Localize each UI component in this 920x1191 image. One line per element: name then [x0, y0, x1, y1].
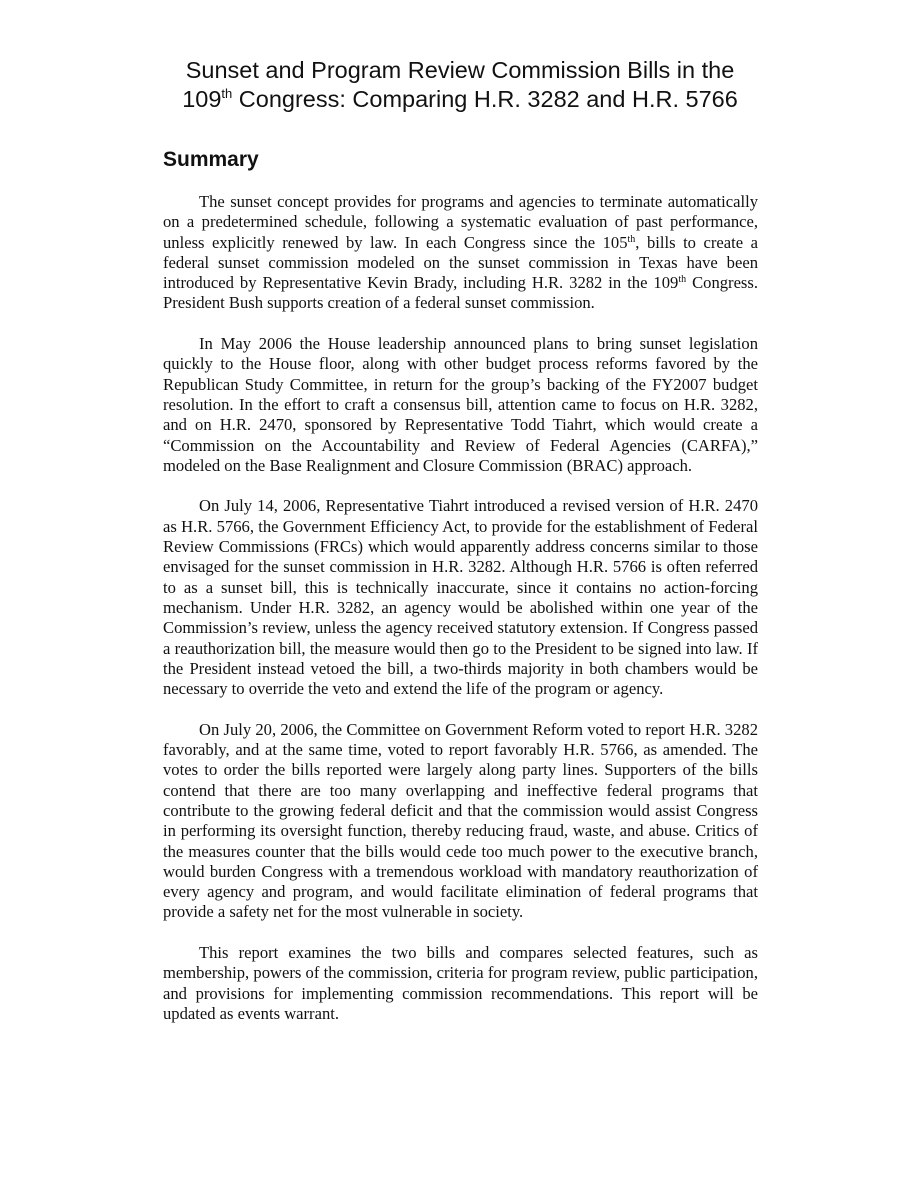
- paragraph-1-part-b: , bills to create a federal sunset commission modeled on the sunset commission in Texas have been introduced by Representative Kevin Brady, including H.R. 3282 in the 109: [163, 232, 758, 293]
- paragraph-5: This report examines the two bills and compares selected features, such as membership, powers of the commission, criteria for program review, public participation, and provisions for implementing commission recommendations. This report will be updated as events warrant.: [163, 942, 758, 1023]
- document-title: [140, 56, 780, 114]
- paragraph-1-part-c: Congress. President Bush supports creation of a federal sunset commission.: [163, 273, 758, 313]
- title-line-1: Sunset and Program Review Commission Bills in the: [185, 57, 735, 83]
- paragraph-1-superscript-2: th: [678, 274, 687, 286]
- paragraph-1-part-a: The sunset concept provides for programs and agencies to terminate automatically on a predetermined schedule, following a systematic evaluation of past performance, unless explicitly renewed by law. In each Congress since the 105: [163, 192, 758, 252]
- title-superscript: th: [221, 86, 233, 101]
- paragraph-2: In May 2006 the House leadership announced plans to bring sunset legislation quickly to the House floor, along with other budget process reforms favored by the Republican Study Committee, in return for the group’s backing of the FY2007 budget resolution. In the effort to craft a consensus bill, attention came to focus on H.R. 3282, and on H.R. 2470, sponsored by Representative Todd Tiahrt, which would create a “Commission on the Accountability and Review of Federal Agencies (CARFA),” modeled on the Base Realignment and Closure Commission (BRAC) approach.: [163, 334, 758, 475]
- paragraph-1-superscript-1: th: [627, 233, 636, 245]
- paragraph-4: On July 20, 2006, the Committee on Government Reform voted to report H.R. 3282 favorably, and at the same time, voted to report favorably H.R. 5766, as amended. The votes to order the bills reported were largely along party lines. Supporters of the bills contend that there are too many overlapping and ineffective federal programs that contribute to the growing federal deficit and that the commission would assist Congress in performing its oversight function, thereby reducing fraud, waste, and abuse. Critics of the measures counter that the bills would cede too much power to the executive branch, would burden Congress with a tremendous workload with mandatory reauthorization of every agency and program, and would facilitate elimination of federal programs that provide a safety net for the most vulnerable in society.: [163, 719, 758, 922]
- paragraph-3: On July 14, 2006, Representative Tiahrt introduced a revised version of H.R. 2470 as H.R. 5766, the Government Efficiency Act, to provide for the establishment of Federal Review Commissions (FRCs) which would apparently address concerns similar to those envisaged for the sunset commission in H.R. 3282. Although H.R. 5766 is often referred to as a sunset bill, this is technically inaccurate, since it contains no action-forcing mechanism. Under H.R. 3282, an agency would be abolished within one year of the Commission’s review, unless the agency received statutory extension. If Congress passed a reauthorization bill, the measure would then go to the President to be signed into law. If the President instead vetoed the bill, a two-thirds majority in both chambers would be necessary to override the veto and extend the life of the program or agency.: [163, 496, 758, 699]
- title-line-2-number: 109: [182, 86, 222, 112]
- paragraph-1: [163, 192, 758, 314]
- summary-body: [163, 192, 758, 1044]
- title-line-2-rest: Congress: Comparing H.R. 3282 and H.R. 5766: [232, 86, 738, 112]
- summary-heading: Summary: [163, 148, 259, 171]
